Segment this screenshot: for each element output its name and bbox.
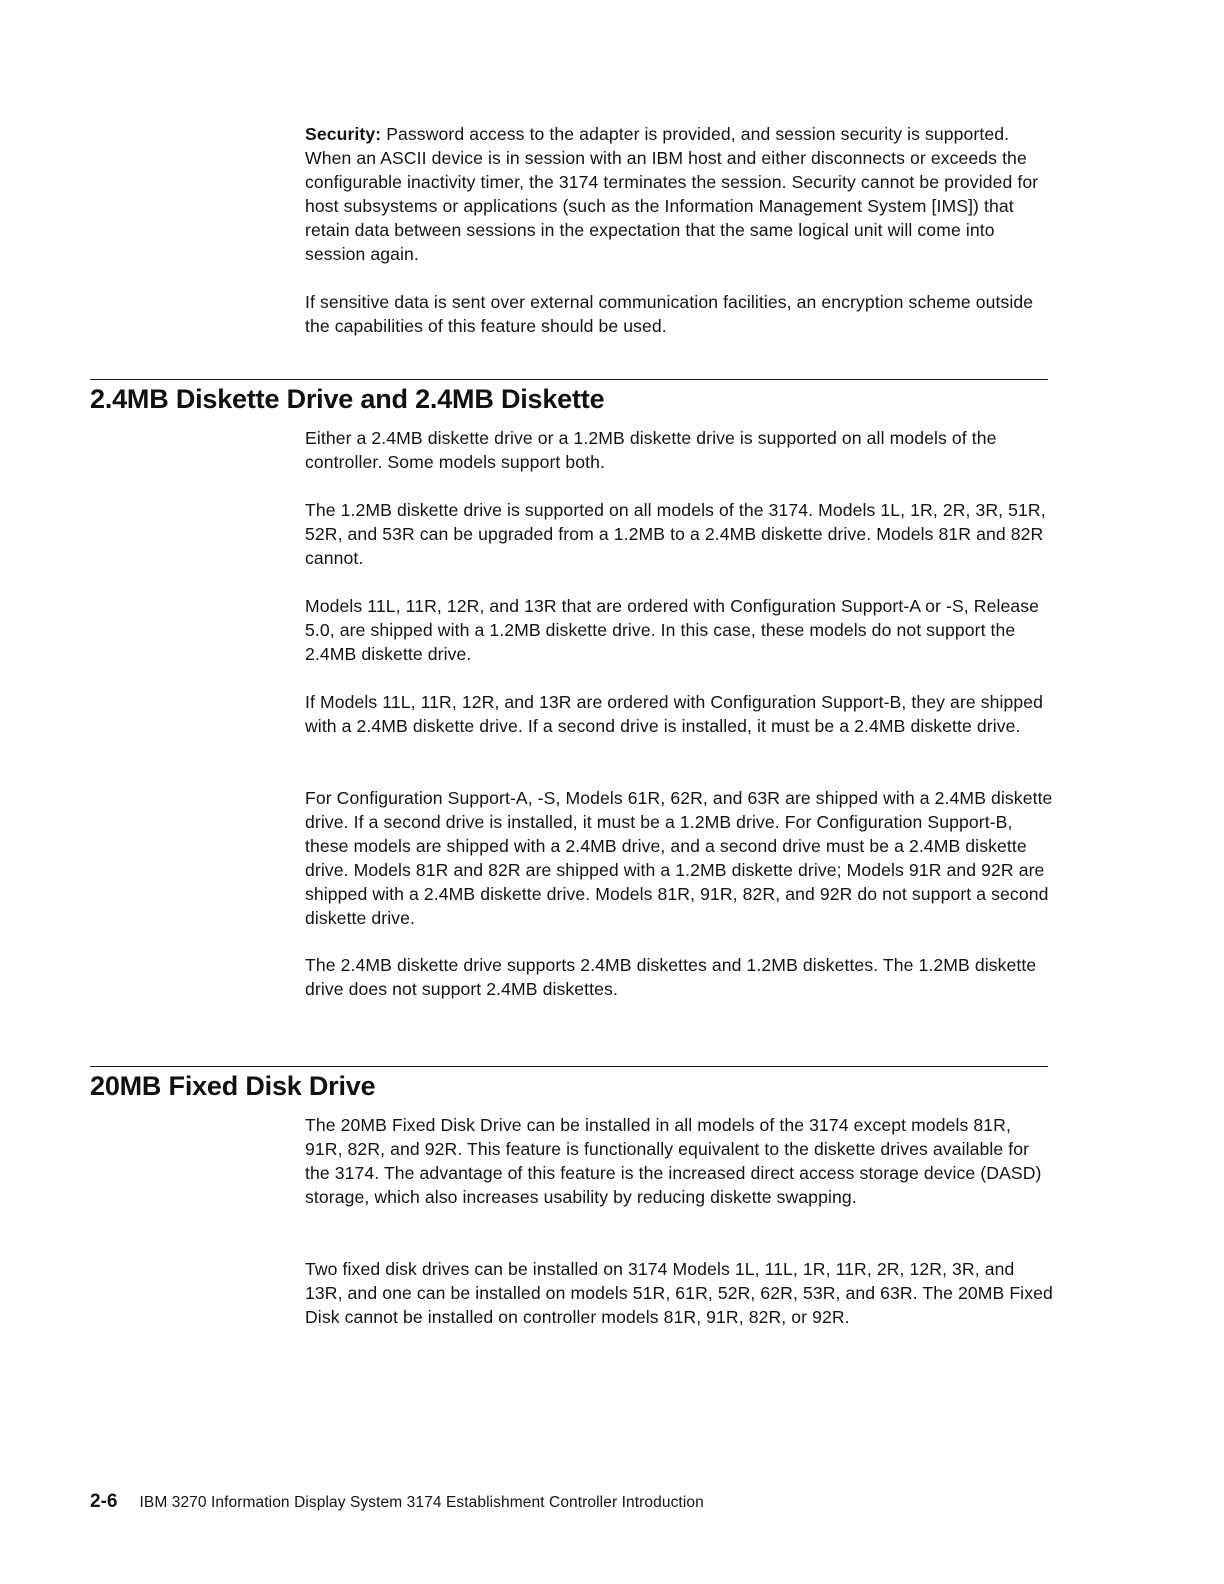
diskette-paragraph-1: Either a 2.4MB diskette drive or a 1.2MB diskette drive is supported on all models of the controller. Some models support both. [305, 428, 997, 472]
diskette-paragraph-4: If Models 11L, 11R, 12R, and 13R are ordered with Configuration Support-B, they are shipped with a 2.4MB diskette drive. If a second drive is installed, it must be a 2.4MB diskette drive. [305, 692, 1044, 736]
fixed-disk-paragraph-2: Two fixed disk drives can be installed on 3174 Models 1L, 11L, 1R, 11R, 2R, 12R, 3R, and 13R, and one can be installed on models 51R, 61R, 52R, 62R, 53R, and 63R. The 20MB Fixed Disk cannot be installed on controller models 81R, 91R, 82R, or 92R. [305, 1259, 1053, 1327]
encryption-paragraph: If sensitive data is sent over external communication facilities, an encryption scheme outside the capabilities of this feature should be used. [305, 292, 1034, 336]
diskette-paragraph-6: The 2.4MB diskette drive supports 2.4MB diskettes and 1.2MB diskettes. The 1.2MB diskette drive does not support 2.4MB diskettes. [305, 955, 1037, 999]
page-footer [90, 1491, 704, 1517]
diskette-section-heading: 2.4MB Diskette Drive and 2.4MB Diskette [90, 384, 605, 414]
diskette-paragraph-3: Models 11L, 11R, 12R, and 13R that are ordered with Configuration Support-A or -S, Release 5.0, are shipped with a 1.2MB diskette drive. In this case, these models do not support the 2.4MB diskette drive. [305, 596, 1040, 664]
section-divider [90, 1066, 1048, 1067]
security-paragraph [305, 122, 1053, 266]
diskette-paragraph-2: The 1.2MB diskette drive is supported on all models of the 3174. Models 1L, 1R, 2R, 3R, 51R, 52R, and 53R can be upgraded from a 1.2MB to a 2.4MB diskette drive. Models 81R and 82R cannot. [305, 500, 1046, 568]
book-title: IBM 3270 Information Display System 3174 Establishment Controller Introduction [139, 1494, 704, 1511]
section-divider [90, 379, 1048, 380]
fixed-disk-paragraph-1: The 20MB Fixed Disk Drive can be installed in all models of the 3174 except models 81R, 91R, 82R, and 92R. This feature is functionally equivalent to the diskette drives available for the 3174. The advantage of this feature is the increased direct access storage device (DASD) storage, which also increases usability by reducing diskette swapping. [305, 1115, 1042, 1207]
fixed-disk-section-heading: 20MB Fixed Disk Drive [90, 1071, 376, 1101]
security-text: Password access to the adapter is provided, and session security is supported. When an ASCII device is in session with an IBM host and either disconnects or exceeds the configurable inactivity timer, the 3174 terminates the session. Security cannot be provided for host subsystems or applications (such as the Information Management System [IMS]) that retain data between sessions in the expectation that the same logical unit will come into session again. [305, 124, 1039, 264]
diskette-paragraph-5: For Configuration Support-A, -S, Models 61R, 62R, and 63R are shipped with a 2.4MB diskette drive. If a second drive is installed, it must be a 1.2MB drive. For Configuration Support-B, these models are shipped with a 2.4MB drive, and a second drive must be a 2.4MB diskette drive. Models 81R and 82R are shipped with a 1.2MB diskette drive; Models 91R and 92R are shipped with a 2.4MB diskette drive. Models 81R, 91R, 82R, and 92R do not support a second diskette drive. [305, 788, 1053, 928]
security-label: Security: [305, 124, 382, 144]
page-number: 2-6 [90, 1491, 118, 1512]
